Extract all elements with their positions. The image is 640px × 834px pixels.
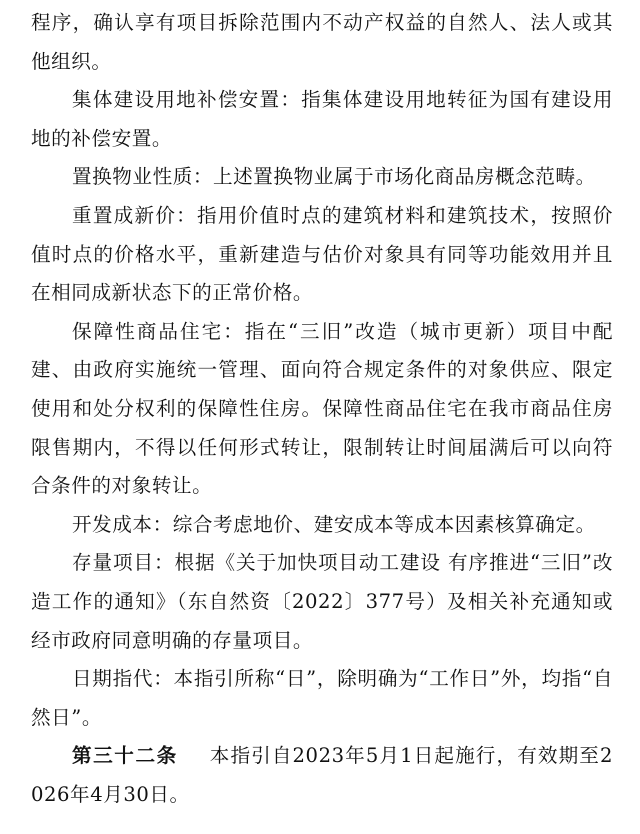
paragraph-date-reference: 日期指代：本指引所称“日”，除明确为“工作日”外，均指“自然日”。 [31, 667, 613, 729]
article-text: 本指引自2023年5月1日起施行，有效期至2026年4月30日。 [31, 744, 613, 806]
paragraph-property-nature: 置换物业性质：上述置换物业属于市场化商品房概念范畴。 [72, 165, 596, 189]
paragraph-continuation: 程序，确认享有项目拆除范围内不动产权益的自然人、法人或其他组织。 [31, 11, 613, 73]
article-32 [31, 737, 613, 814]
document-page [31, 0, 613, 814]
paragraph-existing-projects: 存量项目：根据《关于加快项目动工建设 有序推进“三旧”改造工作的通知》（东自然资〔2022〕377号）及相关补充通知或经市政府同意明确的存量项目。 [31, 551, 613, 652]
paragraph-affordable-housing: 保障性商品住宅：指在“三旧”改造（城市更新）项目中配建、由政府实施统一管理、面向符合规定条件的对象供应、限定使用和处分权利的保障性住房。保障性商品住宅在我市商品住房限售期内，不得以任何形式转让，限制转让时间届满后可以向符合条件的对象转让。 [31, 319, 613, 498]
article-number: 第三十二条 [72, 744, 178, 768]
paragraph-collective-land: 集体建设用地补偿安置：指集体建设用地转征为国有建设用地的补偿安置。 [31, 88, 613, 150]
paragraph-development-cost: 开发成本：综合考虑地价、建安成本等成本因素核算确定。 [72, 512, 596, 536]
paragraph-replacement-cost: 重置成新价：指用价值时点的建筑材料和建筑技术，按照价值时点的价格水平，重新建造与估价对象具有同等功能效用并且在相同成新状态下的正常价格。 [31, 203, 613, 305]
